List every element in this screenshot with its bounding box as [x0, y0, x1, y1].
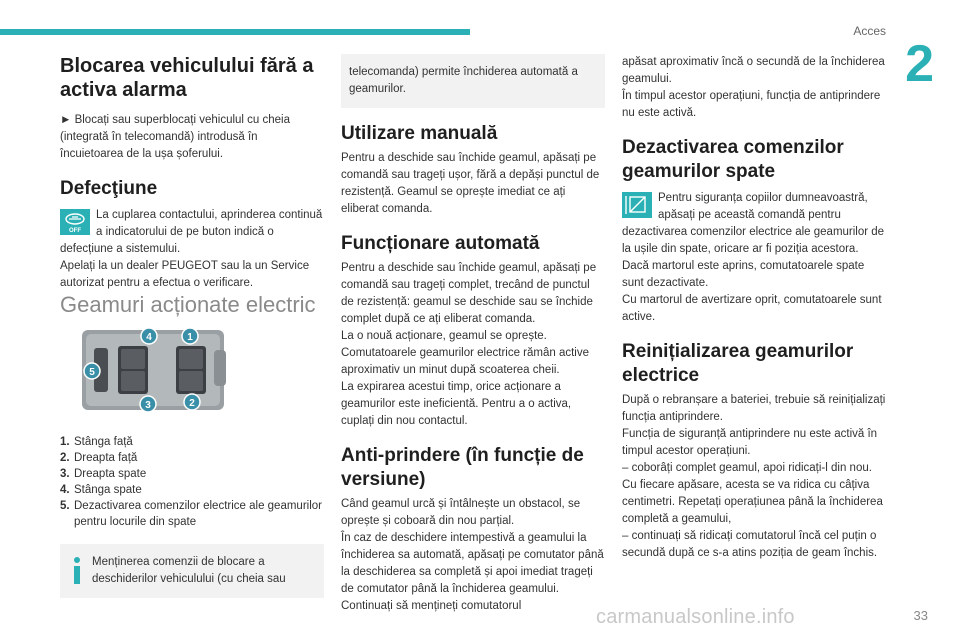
paragraph-defect-1: La cuplarea contactului, aprinderea continuă a indicatorului de pe buton indică o defecțiune a sistemului. — [60, 209, 323, 255]
svg-text:1: 1 — [187, 332, 193, 343]
svg-text:4: 4 — [146, 332, 152, 343]
section-label: Acces — [853, 24, 886, 38]
heading-blocare: Blocarea vehiculului fără a activa alarma — [60, 55, 314, 101]
column-3 — [622, 54, 887, 562]
heading-manual: Utilizare manuală — [341, 123, 498, 144]
paragraph-anti-cont-2: În timpul acestor operațiuni, funcția de antiprindere nu este activă. — [622, 90, 881, 119]
info-box — [60, 544, 324, 598]
paragraph-reinit-2: Funcția de siguranță antiprindere nu este activă în timpul acestor operațiuni. — [622, 428, 878, 457]
list-item: 3. Dreapta spate — [60, 468, 147, 480]
paragraph-reinit-4: – continuați să ridicați comutatorul încă cel puțin o secundă după ce s-a atins poziția de geam închis. — [622, 530, 878, 559]
defect-block — [60, 207, 324, 292]
window-switch-panel-image — [78, 324, 228, 416]
paragraph-auto-2: La o nouă acționare, geamul se oprește. — [341, 330, 547, 342]
page-number: 33 — [913, 608, 928, 623]
heading-antiprindere: Anti-prindere (în funcție de versiune) — [341, 445, 584, 490]
svg-text:5: 5 — [89, 367, 95, 378]
paragraph-auto-4: La expirarea acestui timp, orice acționare a geamurilor este ineficientă. Pentru a o activa, cuplați din nou contactul. — [341, 381, 572, 427]
paragraph-auto-3: Comutatoarele geamurilor electrice rămân active aproximativ un minut după scoaterea cheii. — [341, 347, 589, 376]
column-1 — [60, 54, 324, 598]
paragraph-auto-1: Pentru a deschide sau închide geamul, apăsați pe comandă sau trageți complet, trecând de punctul de rezistență: geamul se deschide sau se închide complet după ce ați eliberat comanda. — [341, 262, 597, 325]
svg-text:3: 3 — [145, 400, 151, 411]
heading-geamuri: Geamuri acționate electric — [60, 292, 316, 317]
list-item: 2. Dreapta față — [60, 452, 138, 464]
paragraph-reinit-1: După o rebranșare a bateriei, trebuie să reinițializați funcția antiprindere. — [622, 394, 886, 423]
callout-1 — [182, 328, 198, 344]
callout-2 — [184, 394, 200, 410]
svg-text:2: 2 — [189, 398, 195, 409]
list-item: 4. Stânga spate — [60, 484, 142, 496]
callout-4 — [141, 328, 157, 344]
paragraph-reinit-3: – coborâți complet geamul, apoi ridicați-l din nou. Cu fiecare apăsare, acesta se va ridica cu câțiva centimetri. Repetați operațiunea până la închiderea completă a geamului, — [622, 462, 883, 525]
heading-dezactivare: Dezactivarea comenzilor geamurilor spate — [622, 137, 844, 182]
list-item: 5. Dezactivarea comenzilor electrice ale geamurilor pentru locurile din spate — [60, 500, 322, 528]
paragraph-defect-2: Apelați la un dealer PEUGEOT sau la un Service autorizat pentru a efectua o verificare. — [60, 260, 310, 289]
heading-defectiune: Defecţiune — [60, 178, 158, 199]
svg-text:OFF: OFF — [69, 228, 81, 234]
heading-reinitializare: Reinițializarea geamurilor electrice — [622, 341, 854, 386]
heading-automat: Funcționare automată — [341, 233, 540, 254]
paragraph-anti-cont: apăsat aproximativ încă o secundă de la închiderea geamului. — [622, 56, 885, 85]
paragraph-dez-2: Dacă martorul este aprins, comutatoarele spate sunt dezactivate. — [622, 260, 865, 289]
child-lock-window-icon — [622, 192, 652, 218]
paragraph-blocare: ► Blocați sau superblocați vehiculul cu cheia (integrată în telecomandă) introdusă în încuietoarea de la ușa șoferului. — [60, 114, 291, 160]
header-accent-bar — [0, 29, 470, 35]
paragraph-dez-1: Pentru siguranța copiilor dumneavoastră, apăsați pe această comandă pentru dezactivarea comenzilor electrice ale geamurilor de la ușile din spate, oricare ar fi poziția acestora. — [622, 192, 885, 255]
chapter-number: 2 — [905, 35, 934, 93]
info-icon — [70, 556, 84, 586]
paragraph-dez-3: Cu martorul de avertizare oprit, comutatoarele sunt active. — [622, 294, 882, 323]
callout-5 — [84, 363, 100, 379]
paragraph-anti-2: În caz de deschidere intempestivă a geamului la închiderea sa automată, apăsați pe comutator până la deschiderea sa completă și apoi imediat trageți de comutator până la închiderea geamului. Continuați să mențineți comutatorul — [341, 532, 604, 612]
list-item: 1. Stânga față — [60, 436, 133, 448]
service-off-icon — [60, 209, 90, 235]
callout-3 — [140, 396, 156, 412]
info-box-continued — [341, 54, 605, 108]
info-text-continued: telecomanda) permite închiderea automată a geamurilor. — [349, 66, 578, 95]
dez-block — [622, 190, 887, 326]
column-2 — [341, 54, 605, 615]
paragraph-manual: Pentru a deschide sau închide geamul, apăsați pe comandă sau trageți ușor, fără a depăși punctul de rezistență. Geamul se oprește imediat ce ați eliberat comanda. — [341, 152, 600, 215]
watermark: carmanualsonline.info — [596, 606, 795, 628]
switch-list — [60, 434, 324, 530]
paragraph-anti-1: Când geamul urcă și întâlnește un obstacol, se oprește și coboară din nou parțial. — [341, 498, 581, 527]
info-text: Menținerea comenzii de blocare a deschiderilor vehiculului (cu cheia sau — [92, 556, 286, 585]
